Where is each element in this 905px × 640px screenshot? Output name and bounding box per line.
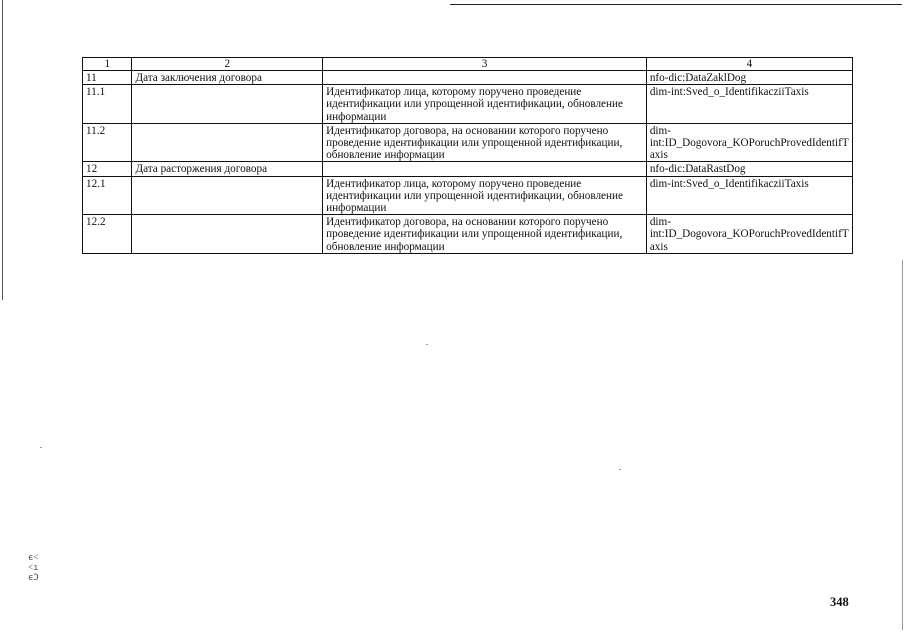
table-row <box>83 85 853 124</box>
margin-marks: ϵ˂ ˂ı ϵϽ <box>28 553 39 583</box>
row-description <box>323 71 647 85</box>
row-name: Дата расторжения договора <box>132 162 323 176</box>
row-name <box>132 176 323 215</box>
row-number: 12.1 <box>83 176 132 215</box>
row-code: dim-int:ID_Dogovora_KOPoruchProvedIdentifTaxis <box>646 215 852 254</box>
scan-speck <box>619 469 621 470</box>
row-description: Идентификатор лица, которому поручено проведение идентификации или упрощенной идентификации, обновление информации <box>323 176 647 215</box>
column-header: 3 <box>323 58 647 71</box>
row-number: 12 <box>83 162 132 176</box>
row-description: Идентификатор лица, которому поручено проведение идентификации или упрощенной идентификации, обновление информации <box>323 85 647 124</box>
row-code: dim-int:Sved_o_IdentifikacziiTaxis <box>646 176 852 215</box>
scan-left-edge <box>2 0 3 300</box>
table-row <box>83 71 853 85</box>
row-description: Идентификатор договора, на основании которого поручено проведение идентификации или упрощенной идентификации, обновление информации <box>323 123 647 162</box>
row-number: 11.2 <box>83 123 132 162</box>
column-header: 4 <box>646 58 852 71</box>
row-number: 11 <box>83 71 132 85</box>
table-row <box>83 123 853 162</box>
row-name <box>132 123 323 162</box>
scan-top-rule <box>450 4 902 5</box>
row-description <box>323 162 647 176</box>
row-name <box>132 215 323 254</box>
row-name <box>132 85 323 124</box>
page-number: 348 <box>830 595 849 609</box>
scan-right-edge <box>902 260 903 630</box>
row-number: 11.1 <box>83 85 132 124</box>
row-code: dim-int:Sved_o_IdentifikacziiTaxis <box>646 85 852 124</box>
table-row <box>83 215 853 254</box>
scan-speck <box>426 344 428 345</box>
data-table <box>82 57 853 254</box>
column-header: 2 <box>132 58 323 71</box>
row-description: Идентификатор договора, на основании которого поручено проведение идентификации или упрощенной идентификации, обновление информации <box>323 215 647 254</box>
row-name: Дата заключения договора <box>132 71 323 85</box>
column-header: 1 <box>83 58 132 71</box>
table-row <box>83 162 853 176</box>
scan-speck <box>40 447 42 448</box>
table-row <box>83 176 853 215</box>
table-header-row <box>83 58 853 71</box>
row-code: nfo-dic:DataZaklDog <box>646 71 852 85</box>
row-code: dim-int:ID_Dogovora_KOPoruchProvedIdentifTaxis <box>646 123 852 162</box>
row-number: 12.2 <box>83 215 132 254</box>
row-code: nfo-dic:DataRastDog <box>646 162 852 176</box>
